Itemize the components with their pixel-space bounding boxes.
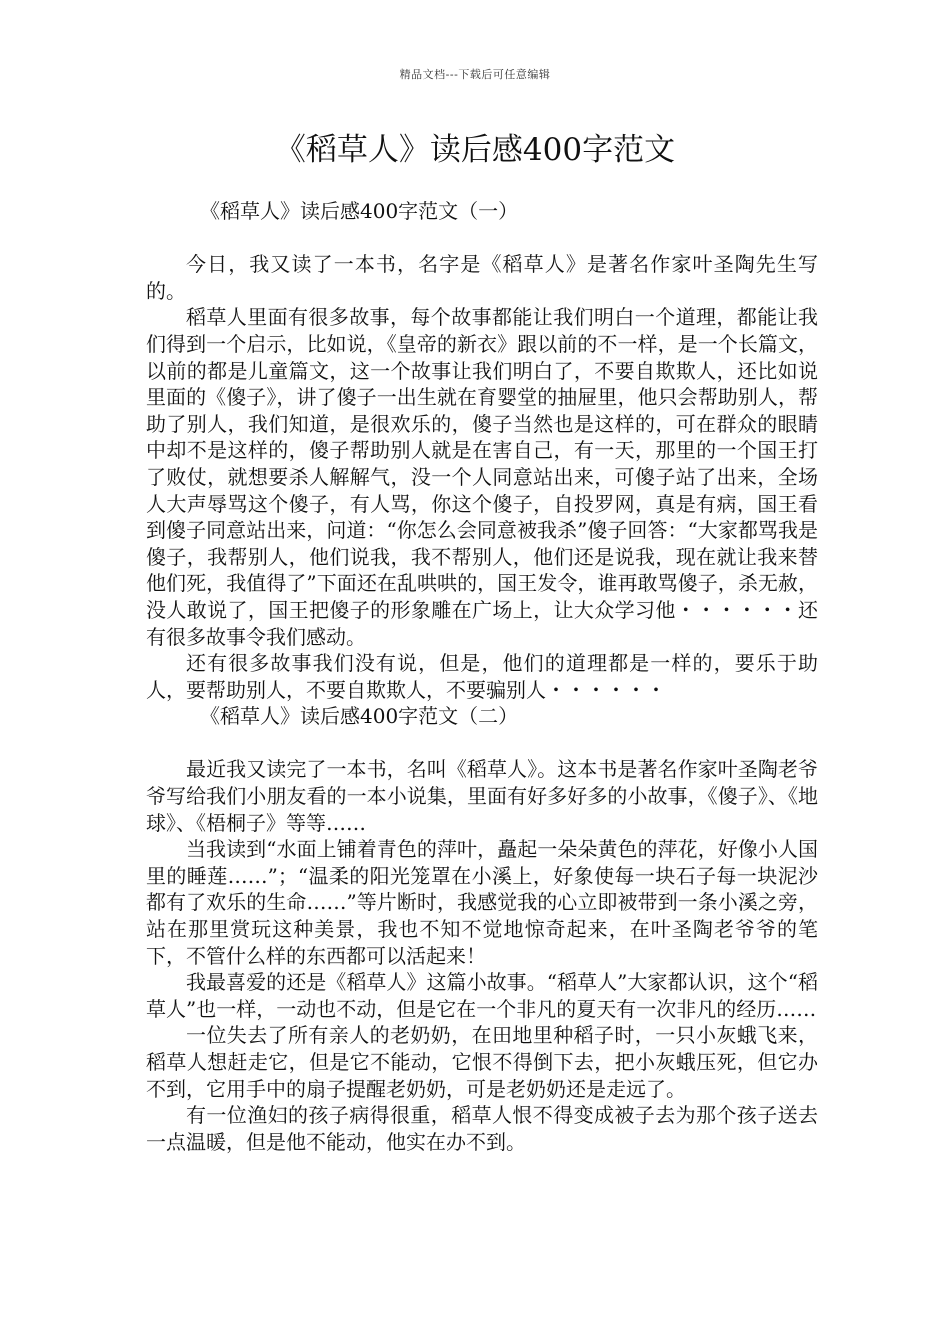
paragraph: 最近我又读完了一本书，名叫《稻草人》。这本书是著名作家叶圣陶老爷爷写给我们小朋友看的一本小说集，里面有好多好多的小故事，《傻子》、《地球》、《梧桐子》等等…… xyxy=(146,757,818,835)
paragraph: 我最喜爱的还是《稻草人》这篇小故事。“稻草人”大家都认识，这个“稻草人”也一样，一动也不动，但是它在一个非凡的夏天有一次非凡的经历…… xyxy=(146,970,818,1021)
paragraph: 稻草人里面有很多故事，每个故事都能让我们明白一个道理，都能让我们得到一个启示，比如说，《皇帝的新衣》跟以前的不一样，是一个长篇文，以前的都是儿童篇文，这一个故事让我们明白了，不要自欺欺人，还比如说里面的《傻子》，讲了傻子一出生就在育婴堂的抽屉里，他只会帮助别人，帮助了别人，我们知道，是很欢乐的，傻子当然也是这样的，可在群众的眼睛中却不是这样的，傻子帮助别人就是在害自己，有一天，那里的一个国王打了败仗，就想要杀人解解气，没一个人同意站出来，可傻子站了出来，全场人大声辱骂这个傻子，有人骂，你这个傻子，自投罗网，真是有病，国王看到傻子同意站出来，问道：“你怎么会同意被我杀”傻子回答：“大家都骂我是傻子，我帮别人，他们说我，我不帮别人，他们还是说我，现在就让我来替他们死，我值得了”下面还在乱哄哄的，国王发令，谁再敢骂傻子，杀无赦，没人敢说了，国王把傻子的形象雕在广场上，让大众学习他・・・・・・还有很多故事令我们感动。 xyxy=(146,305,818,649)
page-title: 《稻草人》读后感400字范文 xyxy=(274,132,676,168)
section-heading-2: 《稻草人》读后感400字范文（二） xyxy=(200,704,519,729)
paragraph: 一位失去了所有亲人的老奶奶，在田地里种稻子时，一只小灰蛾飞来，稻草人想赶走它，但是它不能动，它恨不得倒下去，把小灰蛾压死，但它办不到，它用手中的扇子提醒老奶奶，可是老奶奶还是走远了。 xyxy=(146,1023,818,1101)
paragraph: 当我读到“水面上铺着青色的萍叶，矗起一朵朵黄色的萍花，好像小人国里的睡莲……”；“温柔的阳光笼罩在小溪上，好象使每一块石子每一块泥沙都有了欢乐的生命……”等片断时，我感觉我的心立即被带到一条小溪之旁，站在那里赏玩这种美景，我也不知不觉地惊奇起来，在叶圣陶老爷爷的笔下，不管什么样的东西都可以活起来！ xyxy=(146,837,818,968)
spacer xyxy=(146,730,818,757)
paragraph: 今日，我又读了一本书，名字是《稻草人》是著名作家叶圣陶先生写的。 xyxy=(146,252,818,303)
paragraph: 有一位渔妇的孩子病得很重，稻草人恨不得变成被子去为那个孩子送去一点温暖，但是他不能动，他实在办不到。 xyxy=(146,1103,818,1154)
header-note: 精品文档---下载后可任意编辑 xyxy=(399,68,551,81)
paragraph: 还有很多故事我们没有说，但是，他们的道理都是一样的，要乐于助人，要帮助别人，不要自欺欺人，不要骗别人・・・・・・ xyxy=(146,651,818,702)
spacer xyxy=(146,225,818,252)
section-heading-1: 《稻草人》读后感400字范文（一） xyxy=(200,199,519,223)
document-body xyxy=(146,198,818,1155)
